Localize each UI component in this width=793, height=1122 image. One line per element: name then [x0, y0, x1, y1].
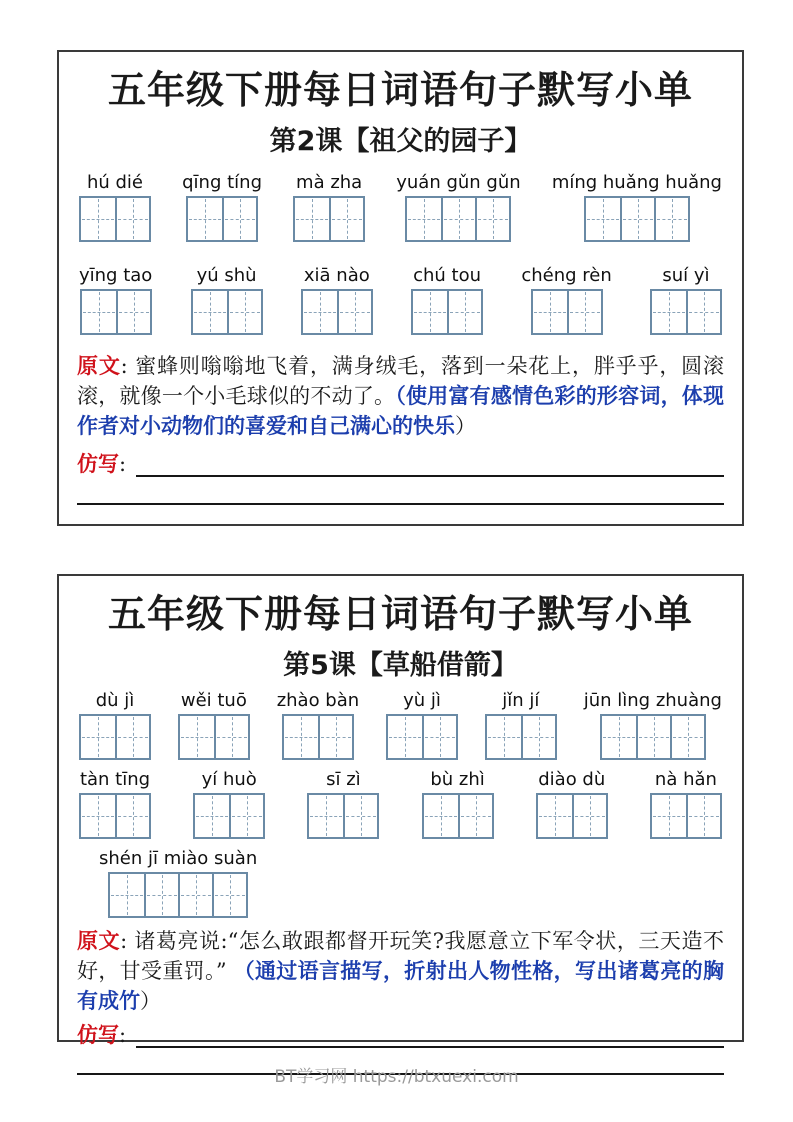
original-body: 诸葛亮说:“怎么敢跟都督开玩笑?我愿意立下军令状，三天造不好，甘受重罚。”	[77, 928, 724, 983]
writing-grid	[186, 196, 258, 242]
original-label: 原文	[77, 352, 121, 378]
pinyin-label: qīng tíng	[182, 171, 262, 193]
pinyin-label: jūn lìng zhuàng	[583, 689, 722, 711]
pinyin-label: suí yì	[662, 264, 710, 286]
worksheet-card-lesson5	[57, 574, 744, 1047]
pinyin-label: mà zha	[296, 171, 363, 193]
word-item	[79, 768, 151, 839]
card-title: 五年级下册每日词语句子默写小单	[107, 591, 693, 636]
card-subtitle: 第2课【祖父的园子】	[269, 125, 532, 157]
word-row	[77, 847, 724, 918]
writing-cell	[337, 291, 371, 333]
writing-cell	[318, 716, 352, 758]
writing-grid	[600, 714, 706, 760]
writing-grid	[405, 196, 511, 242]
writing-cell	[475, 198, 509, 240]
pinyin-label: yīng tao	[79, 264, 153, 286]
writing-cell	[178, 874, 212, 916]
writing-cell	[212, 874, 246, 916]
writing-grid	[108, 872, 248, 918]
imitate-label: 仿写:	[77, 1021, 127, 1047]
writing-grid	[178, 714, 250, 760]
writing-cell	[227, 291, 261, 333]
writing-cell	[538, 795, 572, 837]
word-item	[536, 768, 608, 839]
pinyin-label: zhào bàn	[276, 689, 360, 711]
word-item	[307, 768, 379, 839]
word-grid-section	[77, 171, 724, 335]
writing-cell	[115, 716, 149, 758]
writing-cell	[222, 198, 256, 240]
word-item	[79, 689, 151, 760]
footer	[0, 1062, 793, 1087]
writing-grid	[79, 714, 151, 760]
annotation-close: ）	[455, 413, 476, 438]
writing-cell	[670, 716, 704, 758]
word-item	[79, 264, 153, 335]
word-item	[521, 264, 612, 335]
pinyin-label: wěi tuō	[180, 689, 247, 711]
pinyin-label: shén jī miào suàn	[99, 847, 258, 869]
word-item	[276, 689, 360, 760]
writing-cell	[284, 716, 318, 758]
word-item	[182, 171, 262, 242]
writing-grid	[301, 289, 373, 335]
imitate-write-line	[136, 1026, 724, 1048]
writing-cell	[193, 291, 227, 333]
writing-cell	[422, 716, 456, 758]
writing-grid	[485, 714, 557, 760]
writing-cell	[652, 795, 686, 837]
word-row	[77, 768, 724, 839]
original-text-paragraph	[77, 351, 724, 441]
writing-cell	[81, 198, 115, 240]
original-body: 蜜蜂则嗡嗡地飞着，满身绒毛，落到一朵花上，胖乎乎，圆滚滚，就像一个小毛球似的不动了。	[77, 353, 724, 408]
writing-cell	[458, 795, 492, 837]
writing-grid	[282, 714, 354, 760]
writing-cell	[424, 795, 458, 837]
writing-cell	[686, 795, 720, 837]
word-item	[178, 689, 250, 760]
imitate-write-line	[136, 455, 724, 477]
writing-cell	[533, 291, 567, 333]
writing-grid	[293, 196, 365, 242]
pinyin-label: sī zì	[326, 768, 361, 790]
writing-cell	[620, 198, 654, 240]
writing-grid	[411, 289, 483, 335]
writing-cell	[214, 716, 248, 758]
pinyin-label: yú shù	[196, 264, 257, 286]
word-item	[485, 689, 557, 760]
writing-cell	[343, 795, 377, 837]
imitate-write-line-2	[77, 503, 724, 505]
writing-cell	[81, 795, 115, 837]
writing-cell	[602, 716, 636, 758]
writing-grid	[193, 793, 265, 839]
pinyin-label: míng huǎng huǎng	[551, 171, 722, 193]
pinyin-label: xiā nào	[303, 264, 370, 286]
writing-cell	[686, 291, 720, 333]
writing-cell	[652, 291, 686, 333]
word-grid-section	[77, 689, 724, 918]
pinyin-label: dù jì	[95, 689, 135, 711]
writing-cell	[413, 291, 447, 333]
word-item	[650, 264, 722, 335]
word-item	[293, 171, 365, 242]
pinyin-label: tàn tīng	[79, 768, 151, 790]
word-item	[193, 768, 265, 839]
card-title: 五年级下册每日词语句子默写小单	[107, 67, 693, 112]
word-item	[411, 264, 483, 335]
writing-grid	[531, 289, 603, 335]
original-colon: :	[120, 353, 136, 378]
pinyin-label: hú dié	[86, 171, 144, 193]
annotation-text: （通过语言描写，折射出人物性格，写出诸葛亮的胸有成竹	[77, 957, 724, 1013]
writing-cell	[303, 291, 337, 333]
writing-cell	[309, 795, 343, 837]
writing-cell	[567, 291, 601, 333]
imitate-label: 仿写:	[77, 450, 127, 476]
pinyin-label: yuán gǔn gǔn	[396, 171, 521, 193]
writing-cell	[82, 291, 116, 333]
writing-cell	[195, 795, 229, 837]
writing-grid	[79, 793, 151, 839]
writing-cell	[144, 874, 178, 916]
writing-cell	[521, 716, 555, 758]
annotation-close: ）	[140, 988, 161, 1013]
writing-cell	[388, 716, 422, 758]
word-item	[551, 171, 722, 242]
writing-cell	[572, 795, 606, 837]
card-subtitle: 第5课【草船借箭】	[283, 649, 518, 681]
writing-grid	[584, 196, 690, 242]
original-text-paragraph	[77, 926, 724, 1016]
pinyin-label: diào dù	[538, 768, 606, 790]
imitate-row	[77, 1022, 724, 1048]
writing-cell	[115, 795, 149, 837]
original-label: 原文	[77, 927, 121, 953]
word-item	[583, 689, 722, 760]
writing-grid	[80, 289, 152, 335]
writing-cell	[295, 198, 329, 240]
word-item	[422, 768, 494, 839]
writing-grid	[79, 196, 151, 242]
writing-grid	[307, 793, 379, 839]
pinyin-label: nà hǎn	[654, 768, 717, 790]
word-item	[191, 264, 263, 335]
annotation-text: （使用富有感情色彩的形容词，体现作者对小动物们的喜爱和自己满心的快乐	[77, 382, 724, 438]
pinyin-label: jǐn jí	[502, 689, 540, 711]
original-colon: :	[120, 928, 135, 953]
pinyin-label: yù jì	[403, 689, 441, 711]
writing-cell	[654, 198, 688, 240]
writing-grid	[386, 714, 458, 760]
imitate-row	[77, 451, 724, 477]
footer-text: BT学习网 https://btxuexi.com	[274, 1067, 519, 1087]
writing-cell	[329, 198, 363, 240]
writing-cell	[115, 198, 149, 240]
writing-cell	[636, 716, 670, 758]
writing-cell	[188, 198, 222, 240]
writing-cell	[110, 874, 144, 916]
writing-cell	[407, 198, 441, 240]
writing-grid	[650, 793, 722, 839]
writing-cell	[487, 716, 521, 758]
writing-grid	[650, 289, 722, 335]
pinyin-label: yí huò	[201, 768, 257, 790]
writing-grid	[422, 793, 494, 839]
word-row	[77, 171, 724, 242]
writing-cell	[586, 198, 620, 240]
writing-grid	[191, 289, 263, 335]
word-item	[301, 264, 373, 335]
writing-cell	[441, 198, 475, 240]
writing-cell	[81, 716, 115, 758]
word-row	[77, 264, 724, 335]
word-item	[386, 689, 458, 760]
writing-cell	[116, 291, 150, 333]
writing-cell	[180, 716, 214, 758]
word-item	[79, 171, 151, 242]
word-item	[650, 768, 722, 839]
word-item	[396, 171, 521, 242]
pinyin-label: chú tou	[413, 264, 482, 286]
word-row	[77, 689, 724, 760]
pinyin-label: bù zhì	[430, 768, 485, 790]
writing-cell	[229, 795, 263, 837]
writing-grid	[536, 793, 608, 839]
pinyin-label: chéng rèn	[521, 264, 612, 286]
worksheet-card-lesson2	[57, 50, 744, 526]
word-item	[99, 847, 258, 918]
writing-cell	[447, 291, 481, 333]
